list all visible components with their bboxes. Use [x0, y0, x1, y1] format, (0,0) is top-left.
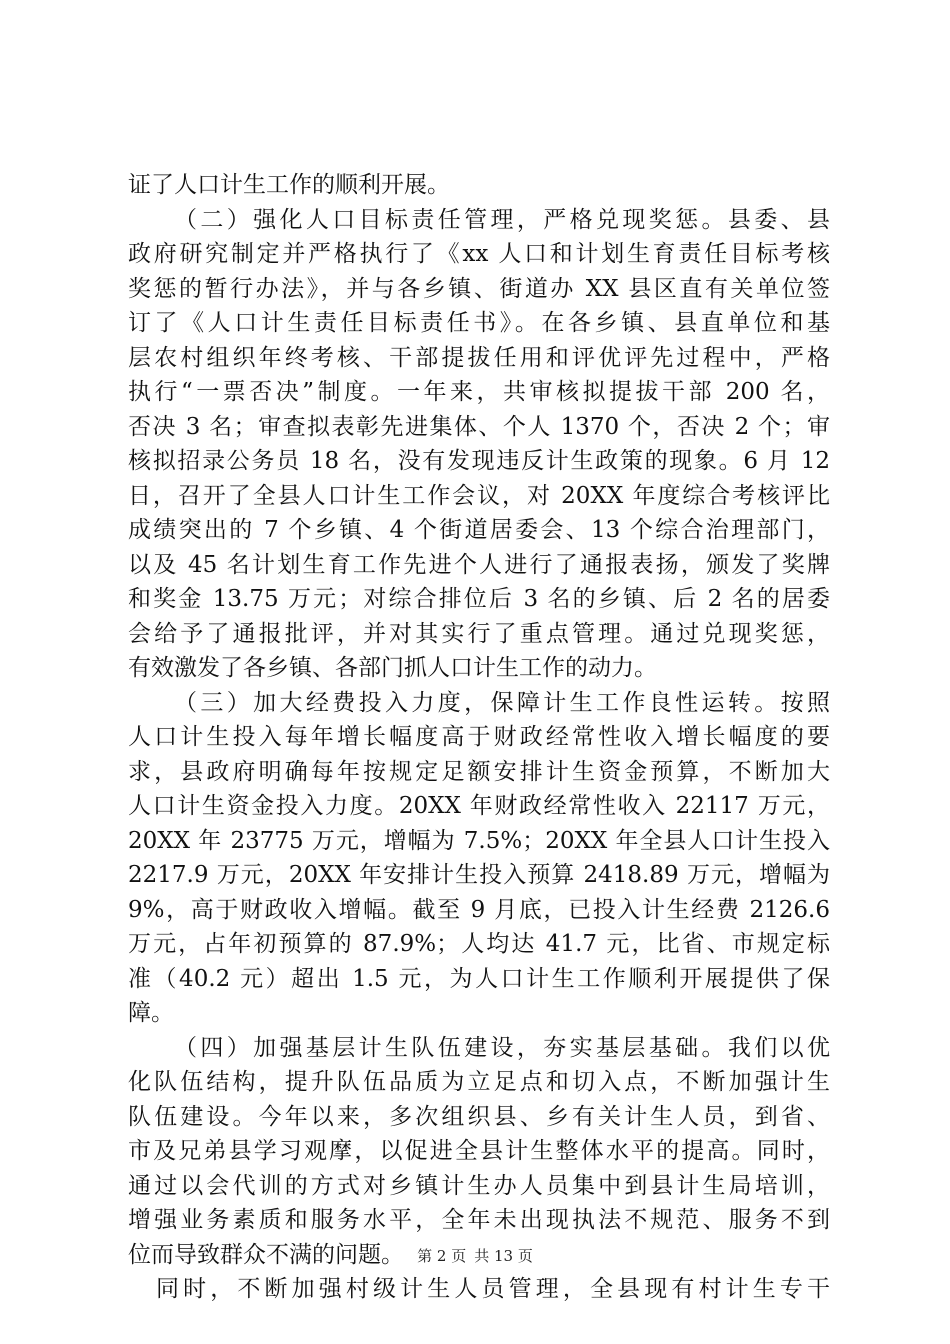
body-text [128, 168, 830, 1307]
text-line: 人口计生资金投入力度。20XX 年财政经常性收入 22117 万元， [128, 793, 830, 819]
text-line: 成绩突出的 7 个乡镇、4 个街道居委会、13 个综合治理部门， [128, 517, 830, 543]
text-line: 政府研究制定并严格执行了《xx 人口和计划生育责任目标考核 [128, 241, 830, 267]
text-line: 核拟招录公务员 18 名，没有发现违反计生政策的现象。6 月 12 [128, 448, 830, 474]
text-line: 障。 [128, 1000, 174, 1026]
text-line: 2217.9 万元，20XX 年安排计生投入预算 2418.89 万元，增幅为 [128, 862, 830, 888]
text-line: 通过以会代训的方式对乡镇计生办人员集中到县计生局培训， [128, 1172, 830, 1199]
text-line: 同时，不断加强村级计生人员管理，全县现有村计生专干 [156, 1276, 830, 1302]
text-line: 化队伍结构，提升队伍品质为立足点和切入点，不断加强计生 [128, 1069, 830, 1095]
text-line: 准（40.2 元）超出 1.5 元，为人口计生工作顺利开展提供了保 [128, 965, 830, 992]
page-footer [0, 1245, 950, 1266]
text-line: 位而导致群众不满的问题。 [128, 1241, 404, 1268]
text-line: 队伍建设。今年以来，多次组织县、乡有关计生人员，到省、 [128, 1103, 830, 1130]
text-line: 求，县政府明确每年按规定足额安排计生资金预算，不断加大 [128, 758, 830, 785]
text-line: 20XX 年 23775 万元，增幅为 7.5%；20XX 年全县人口计生投入 [128, 827, 830, 854]
text-line: 市及兄弟县学习观摩，以促进全县计生整体水平的提高。同时， [128, 1138, 830, 1164]
text-line: 和奖金 13.75 万元；对综合排位后 3 名的乡镇、后 2 名的居委 [128, 586, 830, 612]
text-line: 证了人口计生工作的顺利开展。 [128, 172, 450, 198]
text-line: 以及 45 名计划生育工作先进个人进行了通报表扬，颁发了奖牌 [128, 551, 830, 578]
page-number: 第 2 页 [417, 1247, 467, 1265]
text-line: （二）强化人口目标责任管理，严格兑现奖惩。县委、县 [174, 206, 830, 233]
text-line: 有效激发了各乡镇、各部门抓人口计生工作的动力。 [128, 655, 657, 681]
text-line: 否决 3 名；审查拟表彰先进集体、个人 1370 个，否决 2 个；审 [128, 413, 830, 440]
page-total: 共 13 页 [474, 1247, 533, 1265]
text-line: （四）加强基层计生队伍建设，夯实基层基础。我们以优 [174, 1034, 830, 1061]
text-line: 会给予了通报批评，并对其实行了重点管理。通过兑现奖惩， [128, 620, 830, 647]
text-line: 层农村组织年终考核、干部提拔任用和评优评先过程中，严格 [128, 344, 830, 371]
text-line: 万元，占年初预算的 87.9%；人均达 41.7 元，比省、市规定标 [128, 931, 830, 957]
text-line: （三）加大经费投入力度，保障计生工作良性运转。按照 [174, 689, 830, 716]
text-line: 执行“一票否决”制度。一年来，共审核拟提拔干部 200 名， [128, 379, 830, 405]
text-line: 增强业务素质和服务水平，全年未出现执法不规范、服务不到 [128, 1207, 830, 1233]
text-line: 订了《人口计生责任目标责任书》。在各乡镇、县直单位和基 [128, 310, 830, 336]
text-line: 日，召开了全县人口计生工作会议，对 20XX 年度综合考核评比 [128, 482, 830, 509]
text-line: 人口计生投入每年增长幅度高于财政经常性收入增长幅度的要 [128, 724, 830, 750]
text-line: 9%，高于财政收入增幅。截至 9 月底，已投入计生经费 2126.6 [128, 896, 830, 923]
text-line: 奖惩的暂行办法》，并与各乡镇、街道办 XX 县区直有关单位签 [128, 275, 830, 302]
